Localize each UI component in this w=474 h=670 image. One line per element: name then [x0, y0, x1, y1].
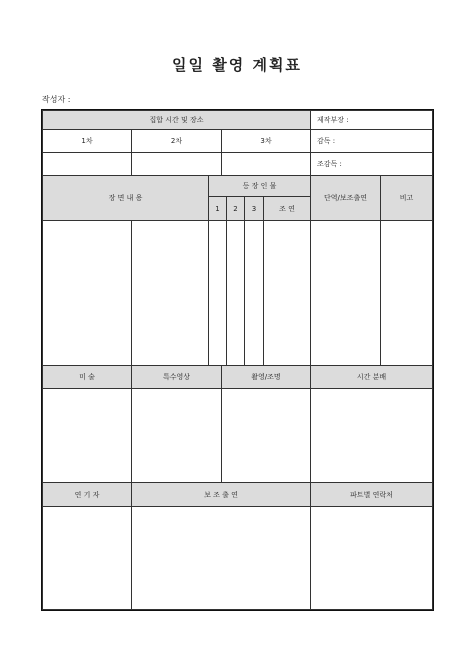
author-label: 작성자 :	[42, 95, 71, 104]
supporting-cast-input[interactable]	[263, 220, 311, 366]
round-3-header: 3차	[221, 129, 311, 153]
scene-content-header: 장 면 내 용	[42, 175, 209, 221]
remarks-header: 비고	[380, 175, 433, 221]
special-effects-input[interactable]	[131, 388, 222, 483]
actors-header: 연 기 자	[42, 482, 132, 507]
round-2-header: 2차	[131, 129, 222, 153]
round-2-input[interactable]	[131, 152, 222, 176]
time-allocation-header: 시간 분배	[310, 365, 433, 389]
page-title: 일일 촬영 계획표	[172, 56, 302, 74]
cast-col-1: 1	[208, 196, 227, 221]
art-input[interactable]	[42, 388, 132, 483]
cast-3-input[interactable]	[244, 220, 264, 366]
director-field[interactable]: 감독 :	[310, 129, 433, 153]
gather-time-place-header: 집합 시간 및 장소	[42, 110, 311, 130]
camera-lighting-input[interactable]	[221, 388, 311, 483]
cast-header: 등 장 인 물	[208, 175, 311, 197]
art-header: 미 술	[42, 365, 132, 389]
scene-content-input[interactable]	[131, 220, 209, 366]
actors-input[interactable]	[42, 506, 132, 610]
cast-2-input[interactable]	[226, 220, 245, 366]
supporting-cast-header: 조 연	[263, 196, 311, 221]
round-3-input[interactable]	[221, 152, 311, 176]
extras-input[interactable]	[310, 220, 381, 366]
time-allocation-input[interactable]	[310, 388, 433, 483]
scene-number-input[interactable]	[42, 220, 132, 366]
assistant-director-field[interactable]: 조감독 :	[310, 152, 433, 176]
extras-bottom-header: 보 조 출 연	[131, 482, 311, 507]
production-manager-field[interactable]: 제작부장 :	[310, 110, 433, 130]
round-1-header: 1차	[42, 129, 132, 153]
cast-col-2: 2	[226, 196, 245, 221]
round-1-input[interactable]	[42, 152, 132, 176]
special-effects-header: 특수영상	[131, 365, 222, 389]
camera-lighting-header: 촬영/조명	[221, 365, 311, 389]
cast-1-input[interactable]	[208, 220, 227, 366]
extras-header: 단역/보조출연	[310, 175, 381, 221]
part-contacts-header: 파트별 연락처	[310, 482, 433, 507]
cast-col-3: 3	[244, 196, 264, 221]
remarks-input[interactable]	[380, 220, 433, 366]
extras-bottom-input[interactable]	[131, 506, 311, 610]
part-contacts-input[interactable]	[310, 506, 433, 610]
